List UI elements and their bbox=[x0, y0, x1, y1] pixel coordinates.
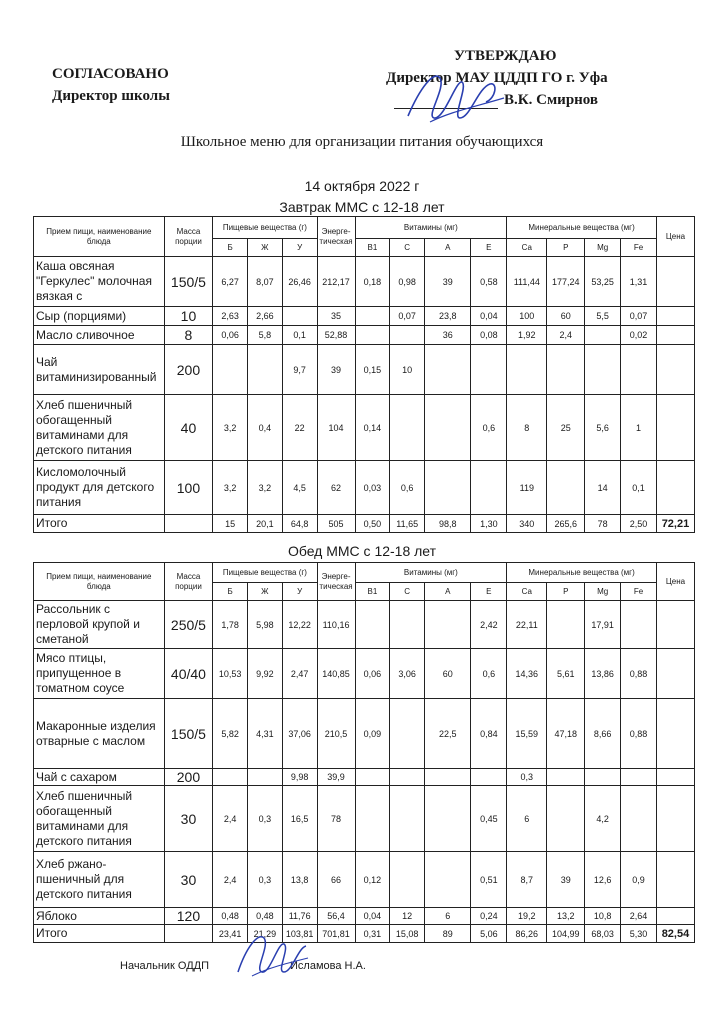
value-p: 39 bbox=[547, 852, 585, 908]
value-c bbox=[390, 601, 425, 649]
dish-name: Кисломолочный продукт для детского питания bbox=[34, 461, 165, 515]
menu-date: 14 октября 2022 г bbox=[304, 178, 420, 194]
dish-name: Рассольник с перловой крупой и сметаной bbox=[34, 601, 165, 649]
dish-mass: 40/40 bbox=[164, 649, 212, 699]
value-a bbox=[425, 395, 471, 461]
table-row bbox=[34, 345, 695, 395]
value-zh: 0,48 bbox=[247, 908, 282, 925]
dish-mass: 30 bbox=[164, 852, 212, 908]
approval-left-title: СОГЛАСОВАНО bbox=[52, 66, 169, 82]
value-u: 16,5 bbox=[282, 786, 317, 852]
value-u: 11,76 bbox=[282, 908, 317, 925]
value-e: 0,58 bbox=[471, 257, 507, 307]
value-p bbox=[547, 461, 585, 515]
value-ca: 19,2 bbox=[507, 908, 547, 925]
value-a: 36 bbox=[425, 326, 471, 345]
value-energy: 104 bbox=[317, 395, 355, 461]
value-b1 bbox=[355, 786, 390, 852]
value-price bbox=[656, 461, 694, 515]
value-e: 0,6 bbox=[471, 395, 507, 461]
value-mg: 53,25 bbox=[585, 257, 621, 307]
value-u: 9,7 bbox=[282, 345, 317, 395]
header-ca: Ca bbox=[507, 239, 547, 257]
header-p: P bbox=[547, 239, 585, 257]
value-u: 22 bbox=[282, 395, 317, 461]
dish-name: Сыр (порциями) bbox=[34, 307, 165, 326]
value-ca: 22,11 bbox=[507, 601, 547, 649]
value-price bbox=[656, 649, 694, 699]
value-mg: 10,8 bbox=[585, 908, 621, 925]
value-b: 3,2 bbox=[213, 461, 248, 515]
header-energy: Энерге-тическая bbox=[317, 563, 355, 601]
value-zh: 2,66 bbox=[247, 307, 282, 326]
dish-name: Чай витаминизированный bbox=[34, 345, 165, 395]
value-mg: 14 bbox=[585, 461, 621, 515]
dish-mass: 120 bbox=[164, 908, 212, 925]
value-b: 2,4 bbox=[213, 852, 248, 908]
dish-mass: 8 bbox=[164, 326, 212, 345]
value-fe: 0,07 bbox=[621, 307, 657, 326]
header-nutrients: Пищевые вещества (г) bbox=[213, 563, 317, 583]
value-zh: 3,2 bbox=[247, 461, 282, 515]
value-p: 5,61 bbox=[547, 649, 585, 699]
header-minerals: Минеральные вещества (мг) bbox=[507, 563, 657, 583]
value-price bbox=[656, 786, 694, 852]
dish-name: Хлеб пшеничный обогащенный витаминами для детского питания bbox=[34, 786, 165, 852]
header-energy: Энерге-тическая bbox=[317, 217, 355, 257]
table-row bbox=[34, 257, 695, 307]
value-mg: 13,86 bbox=[585, 649, 621, 699]
value-e: 0,6 bbox=[471, 649, 507, 699]
value-b1: 0,03 bbox=[355, 461, 390, 515]
value-b1: 0,15 bbox=[355, 345, 390, 395]
value-u bbox=[282, 307, 317, 326]
total-row bbox=[34, 925, 695, 943]
value-price bbox=[656, 601, 694, 649]
value-fe: 1,31 bbox=[621, 257, 657, 307]
value-energy: 66 bbox=[317, 852, 355, 908]
table-row bbox=[34, 769, 695, 786]
value-b1 bbox=[355, 307, 390, 326]
value-p: 60 bbox=[547, 307, 585, 326]
header-c: C bbox=[390, 583, 425, 601]
total-fe: 5,30 bbox=[621, 925, 657, 943]
header-dish: Прием пищи, наименование блюда bbox=[34, 563, 165, 601]
total-mg: 68,03 bbox=[585, 925, 621, 943]
value-energy: 39,9 bbox=[317, 769, 355, 786]
value-a bbox=[425, 852, 471, 908]
total-energy: 701,81 bbox=[317, 925, 355, 943]
breakfast-title: Завтрак ММС с 12-18 лет bbox=[279, 199, 445, 215]
value-p: 13,2 bbox=[547, 908, 585, 925]
value-ca: 119 bbox=[507, 461, 547, 515]
value-a bbox=[425, 769, 471, 786]
value-c bbox=[390, 699, 425, 769]
footer-role: Начальник ОДДП bbox=[120, 960, 210, 972]
header-minerals: Минеральные вещества (мг) bbox=[507, 217, 657, 239]
value-e bbox=[471, 461, 507, 515]
value-zh: 9,92 bbox=[247, 649, 282, 699]
total-fe: 2,50 bbox=[621, 515, 657, 533]
dish-name: Мясо птицы, припущенное в томатном соусе bbox=[34, 649, 165, 699]
total-ca: 340 bbox=[507, 515, 547, 533]
value-energy: 78 bbox=[317, 786, 355, 852]
value-e: 0,08 bbox=[471, 326, 507, 345]
header-ca: Ca bbox=[507, 583, 547, 601]
value-mg bbox=[585, 769, 621, 786]
value-price bbox=[656, 326, 694, 345]
total-label: Итого bbox=[34, 515, 165, 533]
header-mg: Mg bbox=[585, 239, 621, 257]
value-mg: 8,66 bbox=[585, 699, 621, 769]
total-p: 265,6 bbox=[547, 515, 585, 533]
value-fe: 0,9 bbox=[621, 852, 657, 908]
value-mg: 5,5 bbox=[585, 307, 621, 326]
value-b: 0,48 bbox=[213, 908, 248, 925]
value-a: 22,5 bbox=[425, 699, 471, 769]
total-energy: 505 bbox=[317, 515, 355, 533]
value-ca: 1,92 bbox=[507, 326, 547, 345]
value-ca: 14,36 bbox=[507, 649, 547, 699]
value-price bbox=[656, 699, 694, 769]
value-fe bbox=[621, 769, 657, 786]
approval-right-subtitle: Директор МАУ ЦДДП ГО г. Уфа bbox=[386, 70, 608, 86]
value-ca: 6 bbox=[507, 786, 547, 852]
value-fe bbox=[621, 345, 657, 395]
value-energy: 210,5 bbox=[317, 699, 355, 769]
table-row bbox=[34, 699, 695, 769]
footer-name: Исламова Н.А. bbox=[290, 960, 366, 972]
value-b: 1,78 bbox=[213, 601, 248, 649]
total-b: 15 bbox=[213, 515, 248, 533]
value-zh: 5,98 bbox=[247, 601, 282, 649]
value-u: 13,8 bbox=[282, 852, 317, 908]
value-b: 0,06 bbox=[213, 326, 248, 345]
value-mg: 4,2 bbox=[585, 786, 621, 852]
value-b1: 0,14 bbox=[355, 395, 390, 461]
header-zh: Ж bbox=[247, 239, 282, 257]
total-mg: 78 bbox=[585, 515, 621, 533]
table-row bbox=[34, 786, 695, 852]
header-a: A bbox=[425, 239, 471, 257]
value-c: 12 bbox=[390, 908, 425, 925]
value-energy: 212,17 bbox=[317, 257, 355, 307]
value-p bbox=[547, 345, 585, 395]
header-price: Цена bbox=[656, 563, 694, 601]
total-price: 72,21 bbox=[656, 515, 694, 533]
total-zh: 21,29 bbox=[247, 925, 282, 943]
value-p bbox=[547, 769, 585, 786]
total-b1: 0,31 bbox=[355, 925, 390, 943]
header-a: A bbox=[425, 583, 471, 601]
value-b1: 0,06 bbox=[355, 649, 390, 699]
value-b: 2,4 bbox=[213, 786, 248, 852]
header-p: P bbox=[547, 583, 585, 601]
value-ca: 15,59 bbox=[507, 699, 547, 769]
value-u: 26,46 bbox=[282, 257, 317, 307]
value-b1: 0,12 bbox=[355, 852, 390, 908]
value-b: 3,2 bbox=[213, 395, 248, 461]
total-c: 11,65 bbox=[390, 515, 425, 533]
value-zh: 0,4 bbox=[247, 395, 282, 461]
value-energy: 62 bbox=[317, 461, 355, 515]
value-price bbox=[656, 257, 694, 307]
value-energy: 110,16 bbox=[317, 601, 355, 649]
value-a: 39 bbox=[425, 257, 471, 307]
dish-name: Макаронные изделия отварные с маслом bbox=[34, 699, 165, 769]
header-fe: Fe bbox=[621, 583, 657, 601]
header-b1: B1 bbox=[355, 583, 390, 601]
total-p: 104,99 bbox=[547, 925, 585, 943]
value-price bbox=[656, 307, 694, 326]
value-e bbox=[471, 345, 507, 395]
value-c: 0,07 bbox=[390, 307, 425, 326]
value-fe bbox=[621, 601, 657, 649]
dish-mass: 200 bbox=[164, 345, 212, 395]
dish-mass: 30 bbox=[164, 786, 212, 852]
value-b bbox=[213, 345, 248, 395]
value-e: 0,51 bbox=[471, 852, 507, 908]
total-e: 5,06 bbox=[471, 925, 507, 943]
value-ca: 0,3 bbox=[507, 769, 547, 786]
table-row bbox=[34, 307, 695, 326]
value-c: 10 bbox=[390, 345, 425, 395]
value-e: 2,42 bbox=[471, 601, 507, 649]
value-c bbox=[390, 395, 425, 461]
value-a bbox=[425, 461, 471, 515]
header-dish: Прием пищи, наименование блюда bbox=[34, 217, 165, 257]
value-ca: 8 bbox=[507, 395, 547, 461]
value-a: 6 bbox=[425, 908, 471, 925]
total-ca: 86,26 bbox=[507, 925, 547, 943]
header-vitamins: Витамины (мг) bbox=[355, 217, 507, 239]
table-row bbox=[34, 908, 695, 925]
value-b: 10,53 bbox=[213, 649, 248, 699]
dish-name: Хлеб пшеничный обогащенный витаминами для детского питания bbox=[34, 395, 165, 461]
total-a: 98,8 bbox=[425, 515, 471, 533]
value-c bbox=[390, 326, 425, 345]
value-u: 37,06 bbox=[282, 699, 317, 769]
header-u: У bbox=[282, 239, 317, 257]
value-b1 bbox=[355, 601, 390, 649]
table-row bbox=[34, 649, 695, 699]
header-b1: B1 bbox=[355, 239, 390, 257]
value-c bbox=[390, 786, 425, 852]
header-fe: Fe bbox=[621, 239, 657, 257]
total-price: 82,54 bbox=[656, 925, 694, 943]
value-energy: 35 bbox=[317, 307, 355, 326]
total-u: 64,8 bbox=[282, 515, 317, 533]
director-signature bbox=[400, 58, 510, 128]
value-mg bbox=[585, 345, 621, 395]
value-u: 2,47 bbox=[282, 649, 317, 699]
dish-name: Масло сливочное bbox=[34, 326, 165, 345]
dish-mass: 10 bbox=[164, 307, 212, 326]
total-row bbox=[34, 515, 695, 533]
table-row bbox=[34, 852, 695, 908]
table-row bbox=[34, 326, 695, 345]
value-price bbox=[656, 769, 694, 786]
total-zh: 20,1 bbox=[247, 515, 282, 533]
value-ca: 111,44 bbox=[507, 257, 547, 307]
value-energy: 39 bbox=[317, 345, 355, 395]
value-c: 0,98 bbox=[390, 257, 425, 307]
dish-name: Чай с сахаром bbox=[34, 769, 165, 786]
total-e: 1,30 bbox=[471, 515, 507, 533]
header-mg: Mg bbox=[585, 583, 621, 601]
breakfast-table bbox=[33, 216, 695, 533]
value-ca: 8,7 bbox=[507, 852, 547, 908]
header-zh: Ж bbox=[247, 583, 282, 601]
dish-mass: 40 bbox=[164, 395, 212, 461]
value-p: 2,4 bbox=[547, 326, 585, 345]
value-fe bbox=[621, 786, 657, 852]
value-zh: 0,3 bbox=[247, 852, 282, 908]
head-signature bbox=[232, 924, 312, 980]
value-c: 3,06 bbox=[390, 649, 425, 699]
value-b1: 0,04 bbox=[355, 908, 390, 925]
value-fe: 0,88 bbox=[621, 699, 657, 769]
dish-name: Каша овсяная "Геркулес" молочная вязкая с bbox=[34, 257, 165, 307]
value-e: 0,04 bbox=[471, 307, 507, 326]
dish-mass: 150/5 bbox=[164, 257, 212, 307]
dish-mass: 100 bbox=[164, 461, 212, 515]
value-fe: 0,1 bbox=[621, 461, 657, 515]
table-row bbox=[34, 395, 695, 461]
table-row bbox=[34, 461, 695, 515]
value-price bbox=[656, 395, 694, 461]
value-u: 9,98 bbox=[282, 769, 317, 786]
approval-right-title: УТВЕРЖДАЮ bbox=[454, 48, 557, 64]
value-b: 2,63 bbox=[213, 307, 248, 326]
value-energy: 140,85 bbox=[317, 649, 355, 699]
value-b1 bbox=[355, 326, 390, 345]
total-b: 23,41 bbox=[213, 925, 248, 943]
header-vitamins: Витамины (мг) bbox=[355, 563, 507, 583]
document-title: Школьное меню для организации питания обучающихся bbox=[180, 134, 544, 150]
value-energy: 56,4 bbox=[317, 908, 355, 925]
value-b1: 0,09 bbox=[355, 699, 390, 769]
dish-name: Яблоко bbox=[34, 908, 165, 925]
value-mg: 12,6 bbox=[585, 852, 621, 908]
total-u: 103,81 bbox=[282, 925, 317, 943]
value-e: 0,84 bbox=[471, 699, 507, 769]
header-mass: Масса порции bbox=[164, 217, 212, 257]
value-b1: 0,18 bbox=[355, 257, 390, 307]
value-zh bbox=[247, 345, 282, 395]
value-mg bbox=[585, 326, 621, 345]
approval-left-subtitle: Директор школы bbox=[52, 88, 170, 104]
value-fe: 0,88 bbox=[621, 649, 657, 699]
value-zh: 0,3 bbox=[247, 786, 282, 852]
lunch-table bbox=[33, 562, 695, 943]
table-row bbox=[34, 601, 695, 649]
total-c: 15,08 bbox=[390, 925, 425, 943]
approval-right-name: В.К. Смирнов bbox=[504, 92, 599, 108]
header-b: Б bbox=[213, 239, 248, 257]
value-u: 0,1 bbox=[282, 326, 317, 345]
value-u: 4,5 bbox=[282, 461, 317, 515]
value-zh: 8,07 bbox=[247, 257, 282, 307]
value-zh: 4,31 bbox=[247, 699, 282, 769]
value-c bbox=[390, 769, 425, 786]
value-a: 23,8 bbox=[425, 307, 471, 326]
header-b: Б bbox=[213, 583, 248, 601]
value-a bbox=[425, 601, 471, 649]
value-e bbox=[471, 769, 507, 786]
header-c: C bbox=[390, 239, 425, 257]
value-mg: 17,91 bbox=[585, 601, 621, 649]
header-e: E bbox=[471, 583, 507, 601]
value-p bbox=[547, 601, 585, 649]
value-zh: 5,8 bbox=[247, 326, 282, 345]
total-b1: 0,50 bbox=[355, 515, 390, 533]
value-b: 5,82 bbox=[213, 699, 248, 769]
value-energy: 52,88 bbox=[317, 326, 355, 345]
value-e: 0,45 bbox=[471, 786, 507, 852]
value-b1 bbox=[355, 769, 390, 786]
header-nutrients: Пищевые вещества (г) bbox=[213, 217, 317, 239]
value-price bbox=[656, 908, 694, 925]
value-u: 12,22 bbox=[282, 601, 317, 649]
value-c bbox=[390, 852, 425, 908]
value-mg: 5,6 bbox=[585, 395, 621, 461]
value-p: 47,18 bbox=[547, 699, 585, 769]
value-p: 25 bbox=[547, 395, 585, 461]
dish-mass: 200 bbox=[164, 769, 212, 786]
value-zh bbox=[247, 769, 282, 786]
header-price: Цена bbox=[656, 217, 694, 257]
value-p bbox=[547, 786, 585, 852]
value-fe: 2,64 bbox=[621, 908, 657, 925]
value-fe: 1 bbox=[621, 395, 657, 461]
value-a: 60 bbox=[425, 649, 471, 699]
value-a bbox=[425, 786, 471, 852]
value-price bbox=[656, 852, 694, 908]
total-a: 89 bbox=[425, 925, 471, 943]
dish-mass: 150/5 bbox=[164, 699, 212, 769]
value-e: 0,24 bbox=[471, 908, 507, 925]
value-price bbox=[656, 345, 694, 395]
value-p: 177,24 bbox=[547, 257, 585, 307]
value-b bbox=[213, 769, 248, 786]
value-b: 6,27 bbox=[213, 257, 248, 307]
value-c: 0,6 bbox=[390, 461, 425, 515]
dish-mass: 250/5 bbox=[164, 601, 212, 649]
total-label: Итого bbox=[34, 925, 165, 943]
header-u: У bbox=[282, 583, 317, 601]
header-mass: Масса порции bbox=[164, 563, 212, 601]
dish-name: Хлеб ржано-пшеничный для детского питания bbox=[34, 852, 165, 908]
value-ca bbox=[507, 345, 547, 395]
value-ca: 100 bbox=[507, 307, 547, 326]
value-a bbox=[425, 345, 471, 395]
header-e: E bbox=[471, 239, 507, 257]
lunch-title: Обед ММС с 12-18 лет bbox=[287, 543, 437, 559]
value-fe: 0,02 bbox=[621, 326, 657, 345]
